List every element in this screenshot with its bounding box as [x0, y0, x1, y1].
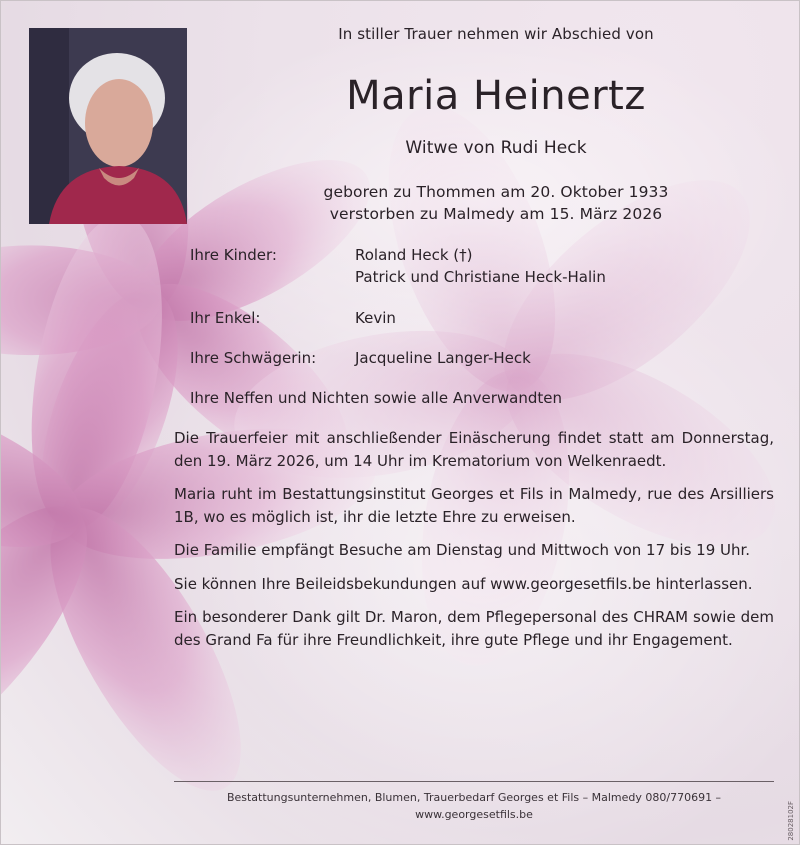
grandchild-row: [190, 307, 770, 329]
viewing-paragraph: Maria ruht im Bestattungsinstitut Georges et Fils in Malmedy, rue des Arsilliers 1B, wo es möglich ist, ihr die letzte Ehre zu erweisen.: [174, 485, 774, 526]
children-label: Ihre Kinder:: [190, 246, 277, 264]
sister-in-law-label: Ihre Schwägerin:: [190, 349, 317, 367]
children-row: [190, 244, 770, 288]
grandchild-name: Kevin: [355, 309, 396, 327]
intro-text: In stiller Trauer nehmen wir Abschied von: [338, 25, 654, 43]
sister-in-law-name: Jacqueline Langer-Heck: [355, 349, 531, 367]
relatives-line: Ihre Neffen und Nichten sowie alle Anverwandten: [190, 389, 562, 407]
visits-paragraph: Die Familie empfängt Besuche am Dienstag und Mittwoch von 17 bis 19 Uhr.: [174, 541, 751, 559]
notice-body: [174, 427, 774, 662]
footer-line-2: www.georgesetfils.be: [415, 808, 533, 821]
footer-divider: [174, 781, 774, 782]
portrait-image: [29, 28, 187, 224]
ceremony-paragraph: Die Trauerfeier mit anschließender Einäscherung findet statt am Donnerstag, den 19. März 2026, um 14 Uhr im Krematorium von Welkenraedt.: [174, 429, 774, 470]
grandchild-label: Ihr Enkel:: [190, 309, 261, 327]
child-name: Patrick und Christiane Heck-Halin: [355, 268, 606, 286]
family-list: [190, 244, 770, 409]
condolences-paragraph: Sie können Ihre Beileidsbekundungen auf www.georgesetfils.be hinterlassen.: [174, 574, 753, 593]
death-line: verstorben zu Malmedy am 15. März 2026: [329, 205, 663, 223]
thanks-paragraph: Ein besonderer Dank gilt Dr. Maron, dem Pflegepersonal des CHRAM sowie dem des Grand Fa für ihre Freundlichkeit, ihre gute Pflege und ihr Engagement.: [174, 608, 774, 649]
sister-in-law-row: [190, 347, 770, 369]
funeral-home-footer: [174, 789, 774, 823]
ad-code: 28028102F: [787, 801, 795, 841]
spouse-line: Witwe von Rudi Heck: [405, 138, 587, 158]
footer-line-1: Bestattungsunternehmen, Blumen, Trauerbedarf Georges et Fils – Malmedy 080/770691 –: [226, 791, 722, 804]
deceased-name: Maria Heinertz: [346, 73, 646, 119]
portrait-photo: [29, 28, 187, 224]
child-name: Roland Heck (†): [355, 246, 473, 264]
birth-line: geboren zu Thommen am 20. Oktober 1933: [323, 183, 669, 201]
